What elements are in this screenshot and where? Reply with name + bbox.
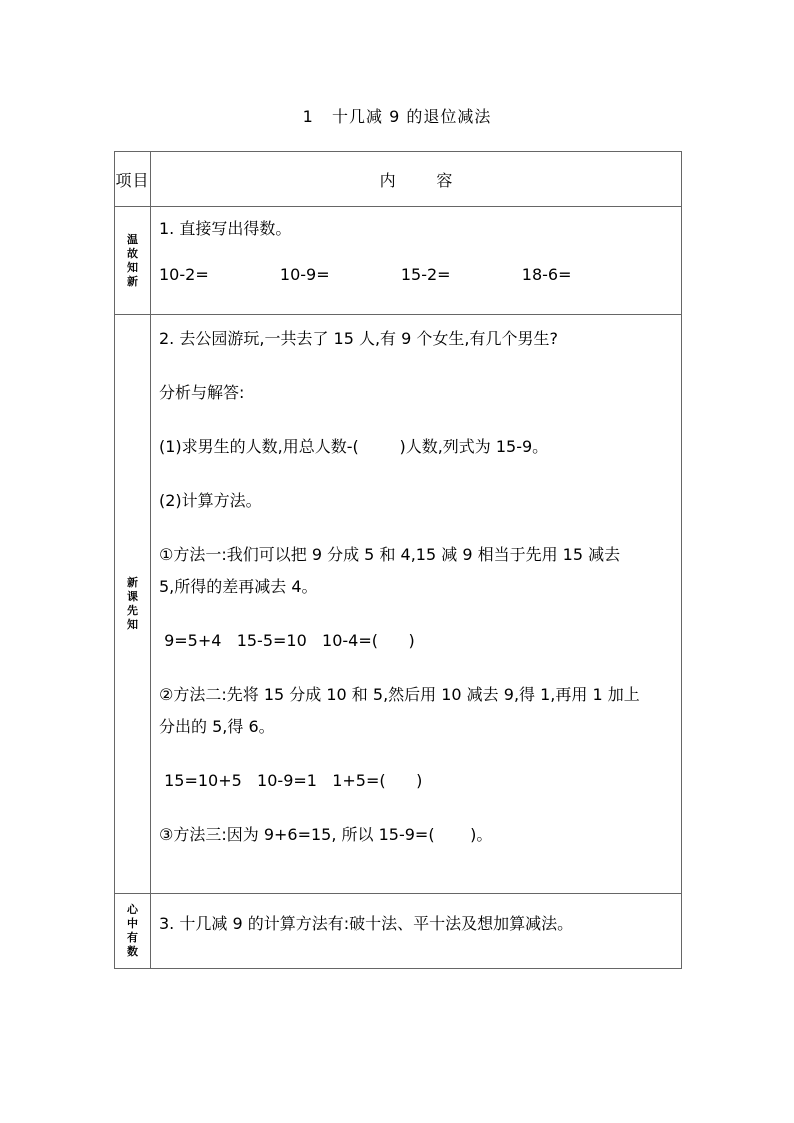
table-row-review xyxy=(115,207,682,315)
table-row-preview xyxy=(115,315,682,894)
method-3-text: ③方法三:因为 9+6=15, 所以 15-9=( )。 xyxy=(159,825,493,844)
table-header-row xyxy=(115,152,682,207)
side-label-char: 新 xyxy=(127,274,138,288)
side-label-char: 知 xyxy=(127,260,138,274)
side-label-char: 中 xyxy=(127,917,138,930)
side-label-char: 温 xyxy=(127,232,138,246)
analysis-step-2: (2)计算方法。 xyxy=(159,491,262,510)
content-cell-summary xyxy=(151,894,682,969)
question-1-expressions: 10-2= 10-9= 15-2= 18-6= xyxy=(159,265,572,284)
spacer xyxy=(159,705,675,717)
side-label-char: 故 xyxy=(127,246,138,260)
side-label-review xyxy=(115,207,151,315)
method-1-equations: 9=5+4 15-5=10 10-4=( ) xyxy=(159,631,415,650)
analysis-step-1: (1)求男生的人数,用总人数-( )人数,列式为 15-9。 xyxy=(159,437,549,456)
method-2-text: ②方法二:先将 15 分成 10 和 5,然后用 10 减去 9,得 1,再用 1 加上 xyxy=(159,685,640,704)
side-label-char: 先 xyxy=(127,604,138,617)
side-label-char: 心 xyxy=(127,903,138,916)
spacer xyxy=(159,349,675,383)
header-item-label: 项目 xyxy=(115,152,151,207)
spacer xyxy=(159,403,675,437)
spacer xyxy=(159,457,675,491)
page-title: 1 十几减 9 的退位减法 xyxy=(302,107,492,126)
spacer xyxy=(159,791,675,825)
question-1-text: 1. 直接写出得数。 xyxy=(159,219,292,238)
method-2-equations: 15=10+5 10-9=1 1+5=( ) xyxy=(159,771,423,790)
content-cell-review xyxy=(151,207,682,315)
spacer xyxy=(159,565,675,577)
spacer xyxy=(159,511,675,545)
analysis-heading: 分析与解答: xyxy=(159,383,245,402)
spacer xyxy=(159,597,675,631)
content-cell-preview xyxy=(151,315,682,894)
side-label-char: 知 xyxy=(127,618,138,631)
method-2-text-cont: 分出的 5,得 6。 xyxy=(159,717,275,736)
side-label-char: 数 xyxy=(127,945,138,958)
side-label-summary xyxy=(115,894,151,969)
side-label-char: 有 xyxy=(127,931,138,944)
header-content-text: 内 容 xyxy=(379,170,453,190)
question-2-text: 2. 去公园游玩,一共去了 15 人,有 9 个女生,有几个男生? xyxy=(159,329,558,348)
side-label-char: 课 xyxy=(127,590,138,603)
spacer xyxy=(159,737,675,771)
spacer xyxy=(159,651,675,685)
side-label-preview xyxy=(115,315,151,894)
header-content-label xyxy=(151,152,682,207)
question-3-text: 3. 十几减 9 的计算方法有:破十法、平十法及想加算减法。 xyxy=(159,914,574,933)
method-1-text: ①方法一:我们可以把 9 分成 5 和 4,15 减 9 相当于先用 15 减去 xyxy=(159,545,621,564)
side-label-char: 新 xyxy=(127,576,138,589)
method-1-text-cont: 5,所得的差再减去 4。 xyxy=(159,577,318,596)
table-row-summary xyxy=(115,894,682,969)
worksheet-table xyxy=(114,151,682,969)
